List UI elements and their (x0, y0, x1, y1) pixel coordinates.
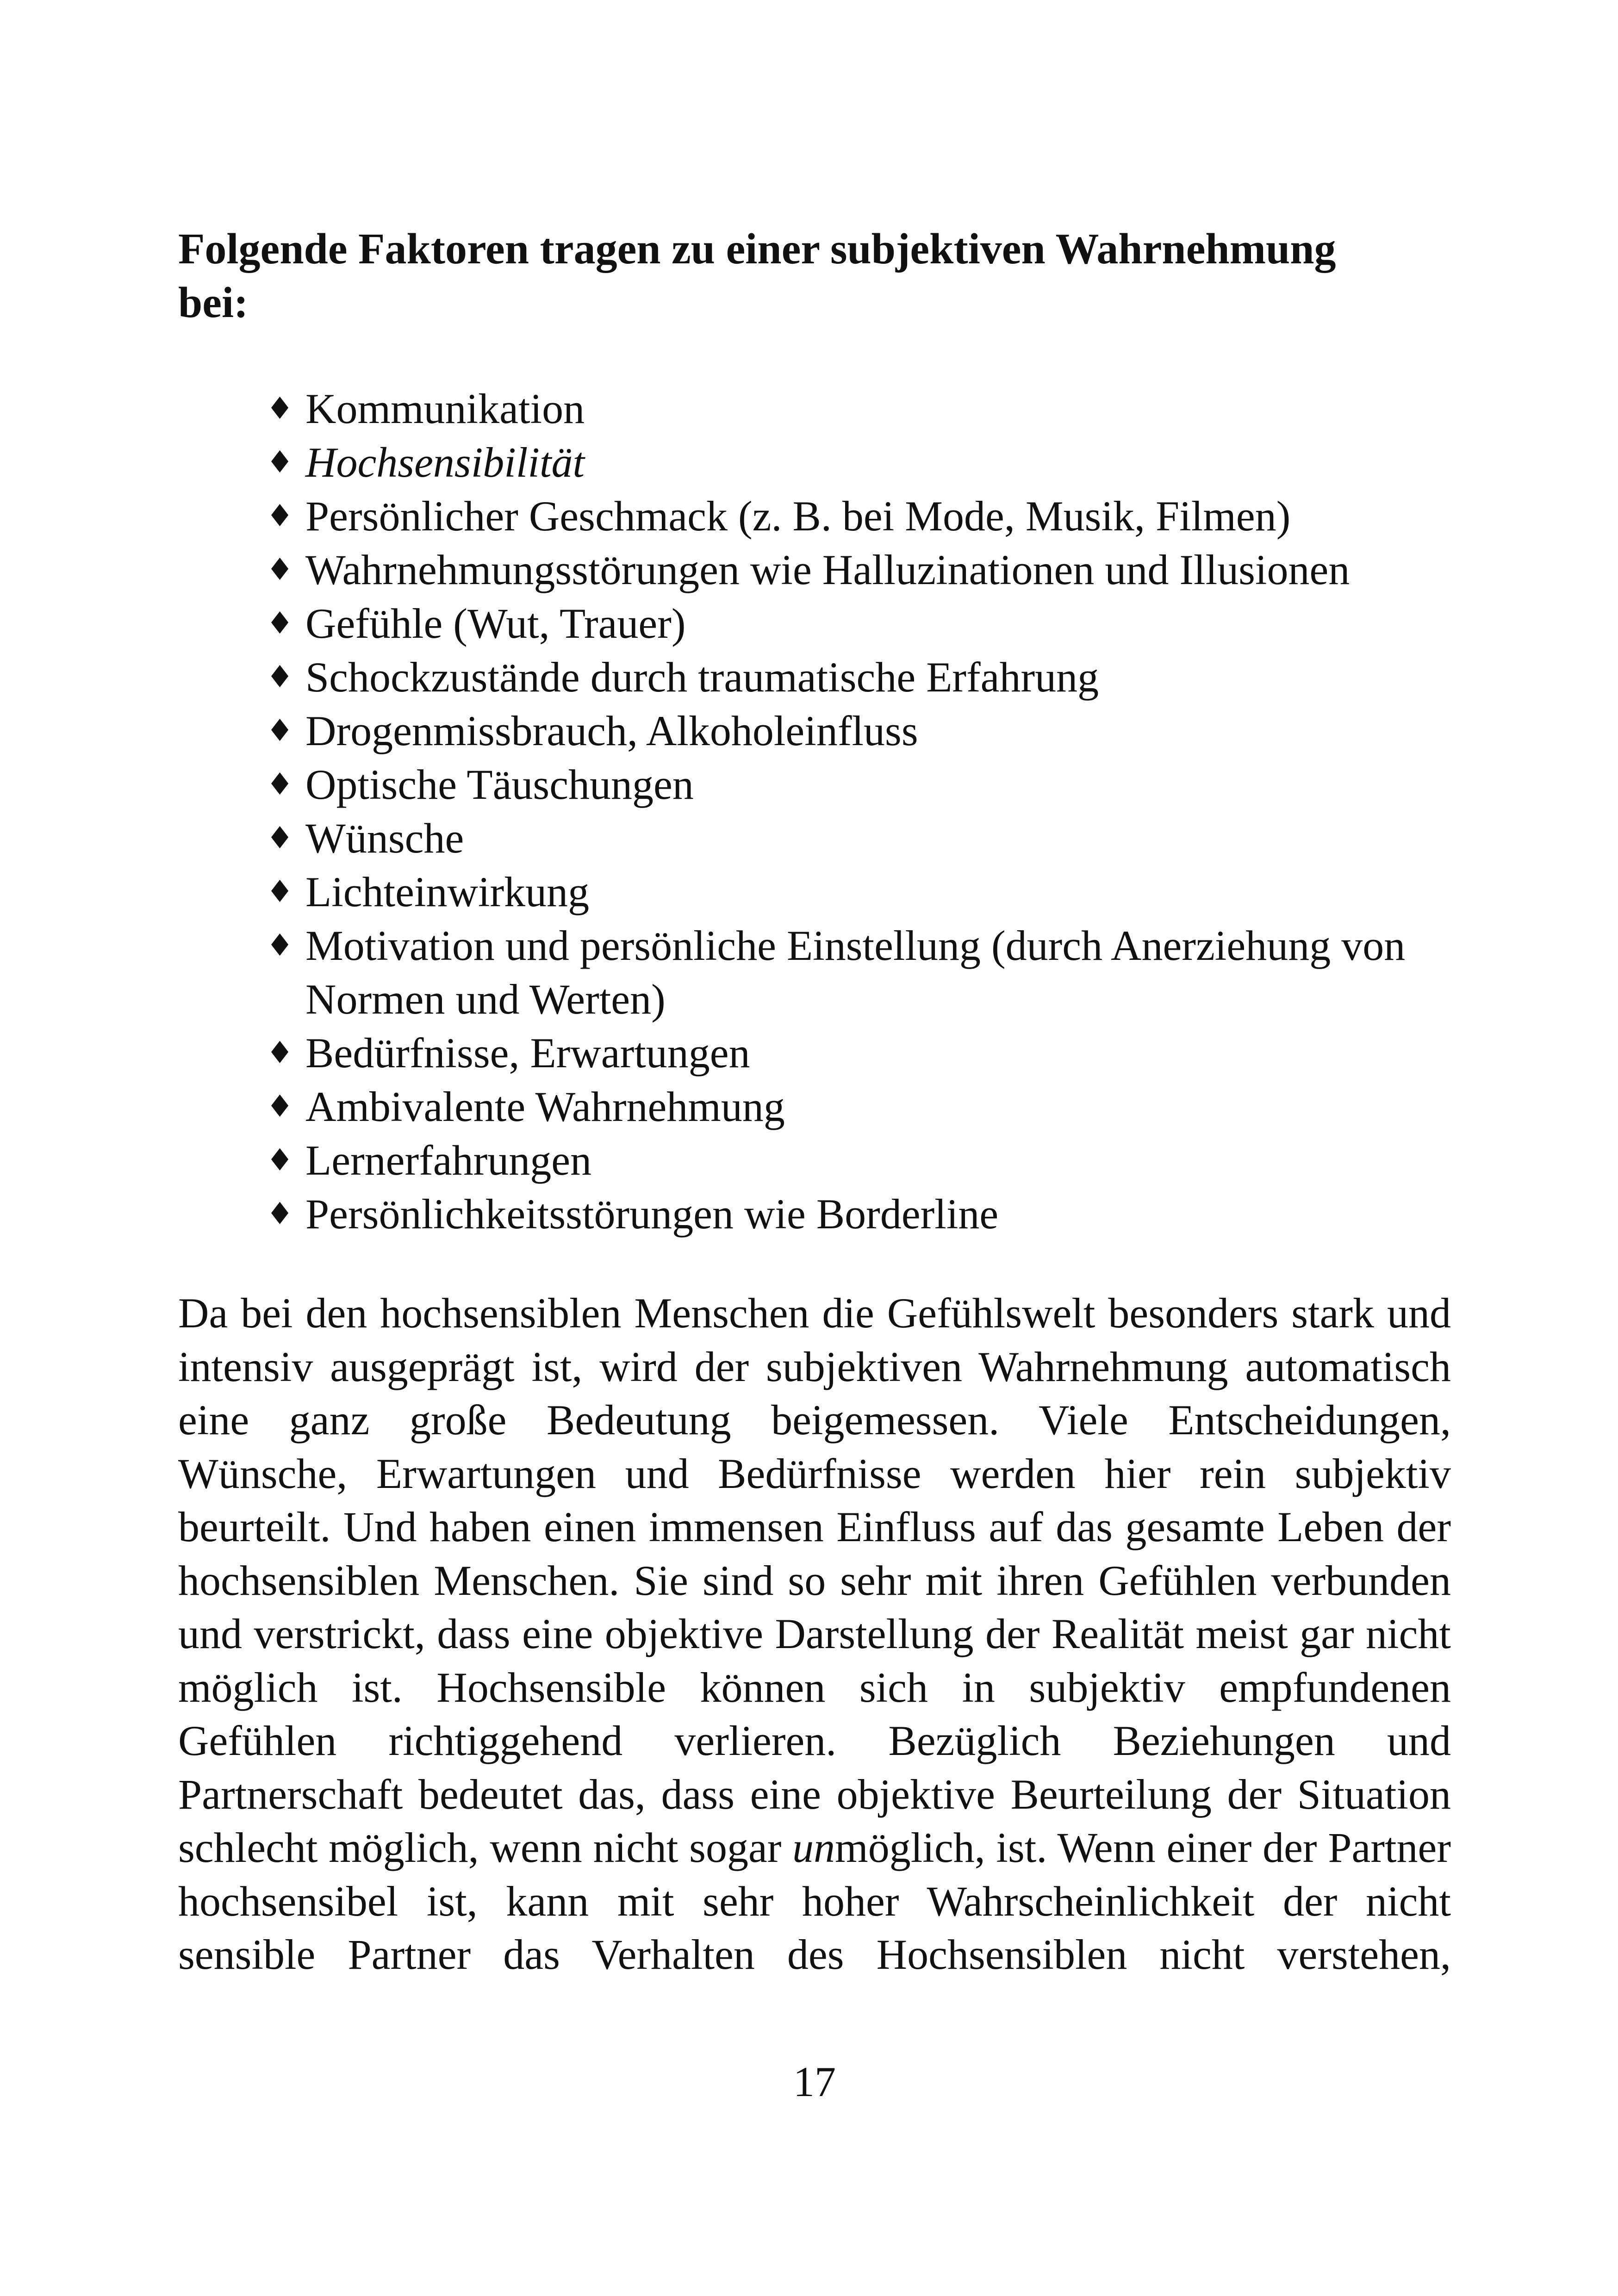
diamond-bullet-icon: ♦ (266, 927, 294, 963)
list-item-text: Persönlicher Geschmack (z. B. bei Mode, Musik, Filmen) (305, 492, 1291, 540)
section-heading-line-2: bei: (178, 279, 249, 327)
list-item (266, 650, 1451, 704)
list-item-text: Persönlichkeitsstörungen wie Borderline (305, 1190, 999, 1238)
list-item-text: Lichteinwirkung (305, 868, 590, 915)
diamond-bullet-icon: ♦ (266, 874, 294, 909)
diamond-bullet-icon: ♦ (266, 605, 294, 641)
list-item-text: Hochsensibilität (305, 439, 585, 486)
emphasized-prefix: un (792, 1824, 835, 1871)
list-item (266, 704, 1451, 758)
list-item (266, 543, 1451, 597)
list-item-text: Drogenmissbrauch, Alkoholeinfluss (305, 707, 918, 754)
section-heading (178, 222, 1451, 330)
factor-list (266, 382, 1451, 1241)
list-item-text: Wünsche (305, 815, 464, 862)
diamond-bullet-icon: ♦ (266, 552, 294, 587)
diamond-bullet-icon: ♦ (266, 766, 294, 802)
diamond-bullet-icon: ♦ (266, 1196, 294, 1232)
list-item (266, 1026, 1451, 1080)
list-item (266, 865, 1451, 919)
body-text-part-2: möglich, ist. Wenn einer der Partner hochsensibel ist, kann mit sehr hoher Wahrscheinlichkeit der nicht sensible Partner das Verhalten des Hochsensiblen nicht verstehen, (178, 1824, 1451, 1978)
list-item-text: Bedürfnisse, Erwartungen (305, 1029, 750, 1076)
diamond-bullet-icon: ♦ (266, 820, 294, 856)
list-item (266, 382, 1451, 436)
list-item (266, 489, 1451, 543)
list-item (266, 1080, 1451, 1133)
list-item-text: Wahrnehmungsstörungen wie Halluzinationen und Illusionen (305, 546, 1350, 593)
diamond-bullet-icon: ♦ (266, 444, 294, 480)
diamond-bullet-icon: ♦ (266, 391, 294, 426)
list-item (266, 1133, 1451, 1187)
list-item-text: Gefühle (Wut, Trauer) (305, 600, 686, 647)
body-paragraph (178, 1287, 1451, 1982)
diamond-bullet-icon: ♦ (266, 1035, 294, 1070)
diamond-bullet-icon: ♦ (266, 1142, 294, 1178)
body-text-part-1: Da bei den hochsensiblen Menschen die Gefühlswelt besonders stark und intensiv ausgeprägt ist, wird der subjektiven Wahrnehmung automatisch eine ganz große Bedeutung beigemessen. Viele Entscheidungen, Wünsche, Erwartungen und Bedürfnisse werden hier rein subjektiv beurteilt. Und haben einen immensen Einfluss auf das gesamte Leben der hochsensiblen Menschen. Sie sind so sehr mit ihren Gefühlen verbunden und verstrickt, dass eine objektive Darstellung der Realität meist gar nicht möglich ist. Hochsensible können sich in subjektiv empfundenen Gefühlen richtiggehend verlieren. Bezüglich Beziehungen und Partnerschaft bedeutet das, dass eine objektive Beurteilung der Situation schlecht möglich, wenn nicht sogar (178, 1289, 1451, 1871)
list-item (266, 811, 1451, 865)
list-item-text: Motivation und persönliche Einstellung (durch Anerziehung von Normen und Werten) (305, 922, 1406, 1023)
page-number: 17 (793, 2058, 836, 2105)
list-item-text: Ambivalente Wahrnehmung (305, 1083, 785, 1130)
list-item (266, 597, 1451, 650)
diamond-bullet-icon: ♦ (266, 1089, 294, 1124)
diamond-bullet-icon: ♦ (266, 713, 294, 748)
list-item (266, 436, 1451, 489)
diamond-bullet-icon: ♦ (266, 498, 294, 534)
list-item-text: Kommunikation (305, 385, 585, 432)
list-item (266, 758, 1451, 811)
list-item-text: Schockzustände durch traumatische Erfahrung (305, 653, 1099, 701)
list-item (266, 1187, 1451, 1241)
list-item-text: Optische Täuschungen (305, 761, 694, 808)
list-item (266, 919, 1451, 1026)
list-item-text: Lernerfahrungen (305, 1137, 592, 1184)
section-heading-line-1: Folgende Faktoren tragen zu einer subjektiven Wahrnehmung (178, 225, 1336, 273)
diamond-bullet-icon: ♦ (266, 659, 294, 695)
